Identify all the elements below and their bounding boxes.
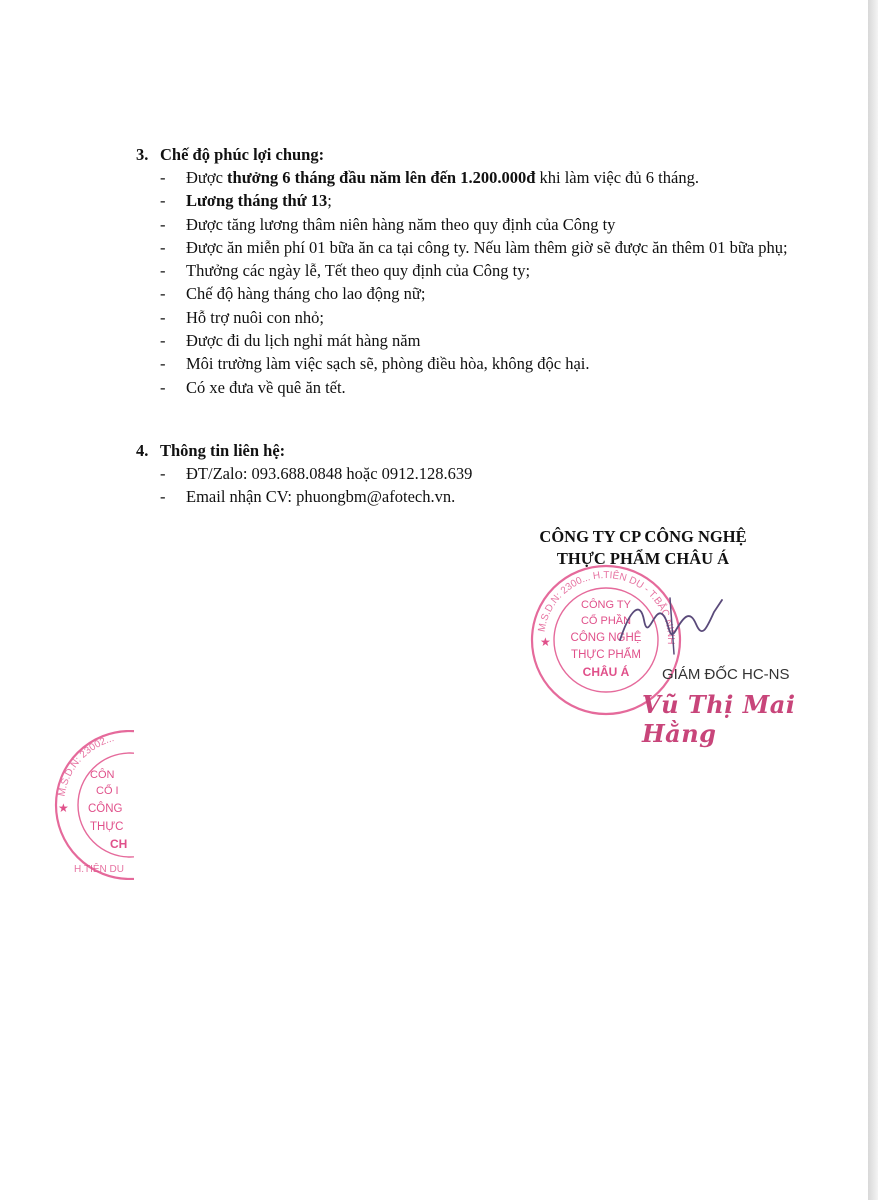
section-contact (136, 440, 786, 509)
handwritten-signature (610, 590, 730, 660)
list-item: - Được tăng lương thâm niên hàng năm theo quy định của Công ty (160, 214, 616, 234)
svg-text:CỔ I: CỔ I (96, 785, 119, 797)
benefits-list (136, 166, 796, 399)
list-item: - Thưởng các ngày lễ, Tết theo quy định của Công ty; (160, 261, 531, 281)
list-item: - Được ăn miễn phí 01 bữa ăn ca tại công ty. Nếu làm thêm giờ sẽ được ăn thêm 01 bữa phụ; (160, 237, 788, 257)
svg-text:★: ★ (58, 801, 69, 815)
company-line-1: CÔNG TY CP CÔNG NGHỆ (539, 527, 747, 546)
svg-text:CHÂU Á: CHÂU Á (582, 665, 630, 679)
company-line-2: THỰC PHẨM CHÂU Á (556, 549, 730, 568)
svg-text:H.TIÊN DU: H.TIÊN DU (74, 864, 124, 875)
section-heading: 3. Chế độ phúc lợi chung: (136, 145, 325, 164)
list-item: - ĐT/Zalo: 093.688.0848 hoặc 0912.128.639 (160, 464, 473, 483)
page-edge-shadow (868, 0, 878, 1200)
list-item: - Lương tháng thứ 13; (160, 191, 332, 211)
svg-text:★: ★ (540, 635, 551, 649)
svg-text:CÔNG TY: CÔNG TY (581, 599, 631, 611)
list-item: - Môi trường làm việc sạch sẽ, phòng điều hòa, không độc hại. (160, 354, 590, 374)
section-heading: 4. Thông tin liên hệ: (136, 441, 286, 460)
section-benefits (136, 144, 796, 399)
svg-text:CH: CH (110, 837, 128, 851)
contact-list (136, 462, 786, 509)
list-item: - Hỗ trợ nuôi con nhỏ; (160, 307, 324, 327)
list-item: - Được thưởng 6 tháng đầu năm lên đến 1.200.000đ khi làm việc đủ 6 tháng. (160, 168, 699, 187)
svg-text:M.S.D.N: 2300... H.TIÊN DU - T: M.S.D.N: 2300... H.TIÊN DU - T.BẮC NINH (536, 569, 677, 645)
svg-text:CÔN: CÔN (90, 769, 115, 781)
signer-name: Vũ Thị Mai Hằng (642, 690, 796, 748)
list-item: - Chế độ hàng tháng cho lao động nữ; (160, 284, 426, 304)
partial-stamp (44, 730, 134, 880)
list-item: - Được đi du lịch nghỉ mát hàng năm (160, 331, 421, 351)
list-item: - Có xe đưa về quê ăn tết. (160, 377, 346, 397)
svg-text:CÔNG NGHỆ: CÔNG NGHỆ (570, 632, 642, 644)
svg-text:THỰC PHẨM: THỰC PHẨM (571, 649, 641, 661)
svg-text:CỔ PHẦN: CỔ PHẦN (580, 615, 632, 627)
svg-text:CÔNG: CÔNG (88, 803, 123, 815)
signer-position: GIÁM ĐỐC HC-NS (662, 666, 790, 683)
svg-text:THỰC: THỰC (90, 821, 124, 833)
svg-text:M.S.D.N: 23002...: M.S.D.N: 23002... (56, 733, 116, 798)
list-item: - Email nhận CV: phuongbm@afotech.vn. (160, 487, 456, 507)
